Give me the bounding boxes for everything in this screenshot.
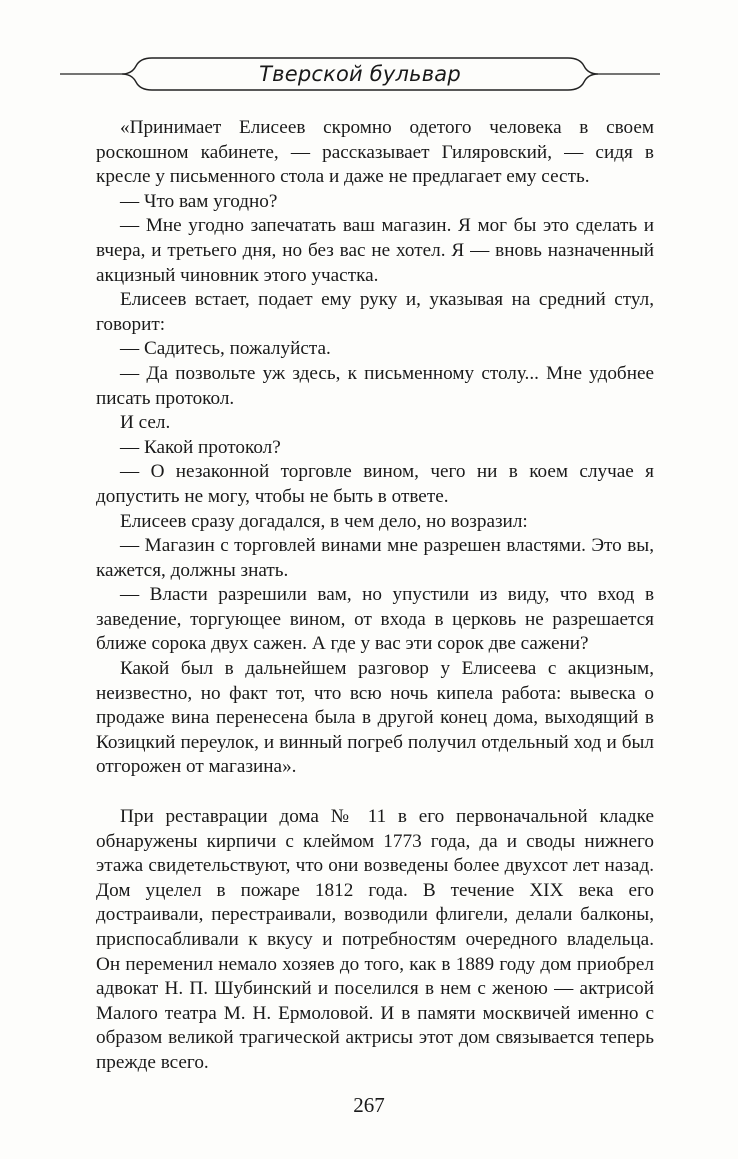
- paragraph: — Что вам угодно?: [120, 190, 278, 212]
- paragraph: — Магазин с торговлей винами мне разрешен властями. Это вы, кажется, должны знать.: [96, 535, 654, 581]
- paragraph: Какой был в дальнейшем разговор у Елисеева с акцизным, неизвестно, но факт тот, что всю ночь кипела работа: вывеска о продаже вина перенесена была в другой конец дома, выходящий в Козицкий переулок, и винный погреб получил отдельный ход и был отгорожен от магазина».: [96, 658, 654, 778]
- header-title: Тверской бульвар: [259, 62, 461, 86]
- paragraph: Елисеев встает, подает ему руку и, указывая на средний стул, говорит:: [96, 289, 654, 335]
- paragraph: Елисеев сразу догадался, в чем дело, но возразил:: [120, 510, 528, 532]
- paragraph: — Мне угодно запечатать ваш магазин. Я мог бы это сделать и вчера, и третьего дня, но без вас не хотел. Я — вновь назначенный акцизный чиновник этого участка.: [96, 215, 654, 286]
- page-number: 267: [353, 1093, 385, 1117]
- paragraph: — Власти разрешили вам, но упустили из виду, что вход в заведение, торгующее вином, от входа в церковь не разрешается ближе сорока двух сажен. А где у вас эти сорок две сажени?: [96, 584, 654, 655]
- running-header: [60, 52, 660, 96]
- paragraph: При реставрации дома № 11 в его первоначальной кладке обнаружены кирпичи с клеймом 1773 года, да и своды нижнего этажа свидетельствуют, что они возведены более двухсот лет назад. Дом уцелел в пожаре 1812 года. В течение XIX века его достраивали, перестраивали, возводили флигели, делали балконы, приспосабливали к вкусу и потребностям очередного владельца. Он переменил немало хозяев до того, как в 1889 году дом приобрел адвокат Н. П. Шубинский и поселился в нем с женою — актрисой Малого театра М. Н. Ермоловой. И в памяти москвичей именно с образом великой трагической актрисы этот дом связывается теперь прежде всего.: [96, 806, 654, 1073]
- paragraph: — О незаконной торговле вином, чего ни в коем случае я допустить не могу, чтобы не быть в ответе.: [96, 461, 654, 507]
- paragraph: «Принимает Елисеев скромно одетого человека в своем роскошном кабинете, — рассказывает Гиляровский, — сидя в кресле у письменного стола и даже не предлагает ему сесть.: [96, 117, 654, 188]
- paragraph: — Какой протокол?: [120, 436, 281, 458]
- paragraph: — Садитесь, пожалуйста.: [120, 338, 331, 360]
- section-gap: [96, 780, 654, 805]
- paragraph: — Да позвольте уж здесь, к письменному столу... Мне удобнее писать протокол.: [96, 362, 654, 409]
- body-text: [96, 116, 654, 1076]
- paragraph: И сел.: [120, 412, 171, 434]
